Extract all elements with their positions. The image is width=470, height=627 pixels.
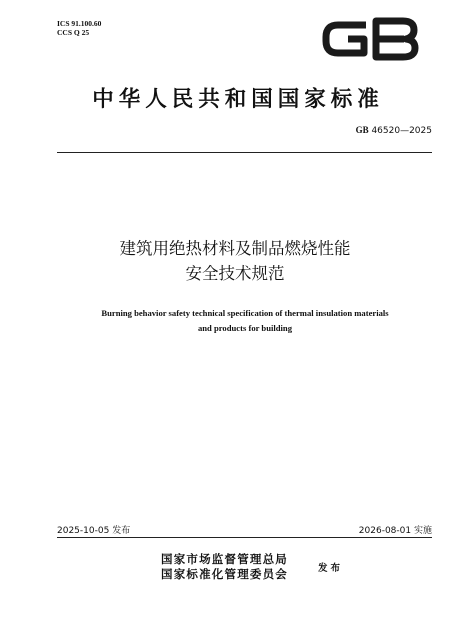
standard-code xyxy=(356,125,432,136)
english-title-line-2: and products for building xyxy=(197,323,292,333)
implement-date-value: 2026-08-01 xyxy=(358,526,412,536)
gb-logo-icon xyxy=(320,16,422,62)
english-title xyxy=(50,306,440,336)
publish-date xyxy=(57,523,130,536)
issue-label: 发布 xyxy=(318,563,344,574)
code-number: 46520—2025 xyxy=(371,126,432,136)
chinese-title xyxy=(0,236,470,286)
implement-date-label: 实施 xyxy=(413,526,432,536)
code-prefix: GB xyxy=(355,125,369,135)
implement-date xyxy=(359,523,432,536)
issuer-line-2: 国家标准化管理委员会 xyxy=(161,567,288,581)
issuer-line-1: 国家市场监督管理总局 xyxy=(161,552,288,566)
ccs-code: CCS Q 25 xyxy=(57,28,90,37)
publish-date-label: 发布 xyxy=(112,526,131,536)
chinese-title-line-2: 安全技术规范 xyxy=(185,264,285,283)
standard-type-title: 中华人民共和国国家标准 xyxy=(92,87,384,112)
publish-date-value: 2025-10-05 xyxy=(57,526,110,536)
ics-code: ICS 91.100.60 xyxy=(57,19,102,28)
issuing-authorities xyxy=(161,552,288,582)
chinese-title-line-1: 建筑用绝热材料及制品燃烧性能 xyxy=(119,239,351,258)
header-divider xyxy=(57,152,432,153)
classification-codes xyxy=(57,19,101,37)
footer-divider xyxy=(57,537,432,538)
english-title-line-1: Burning behavior safety technical specification of thermal insulation materials xyxy=(101,308,389,318)
